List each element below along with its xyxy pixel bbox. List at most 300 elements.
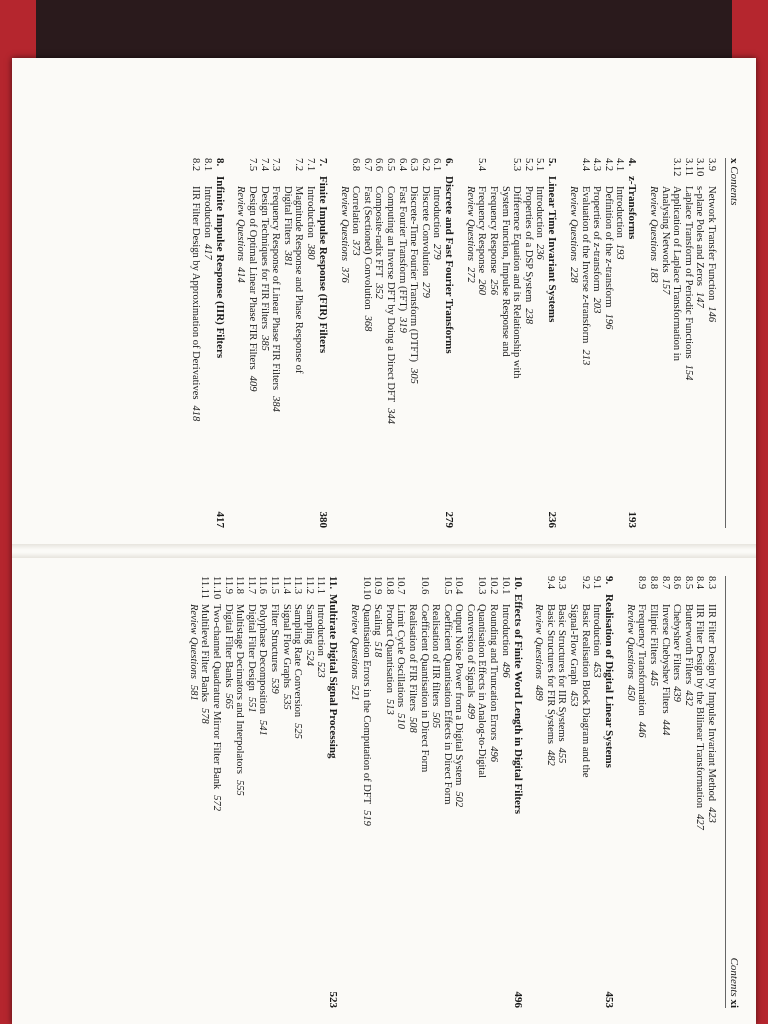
- chapter-page: 417: [213, 511, 226, 528]
- section-page: 445: [648, 670, 660, 687]
- chapter-page: 279: [443, 511, 456, 528]
- section-page: 524: [303, 650, 315, 667]
- section-page: 439: [671, 686, 683, 702]
- section-number: 6.7: [361, 158, 373, 172]
- section-page: 521: [348, 684, 360, 701]
- section-title: System Function, Impulse Response and: [499, 186, 511, 357]
- toc-entry: [190, 158, 202, 528]
- section-title: Multilevel Filter Banks: [199, 604, 211, 702]
- section-page: 417: [201, 243, 213, 260]
- section-number: 8.3: [706, 576, 717, 590]
- section-page: 551: [245, 696, 257, 713]
- section-number: [647, 158, 659, 186]
- section-title: Fast (Sectioned) Convolution: [361, 186, 373, 310]
- section-number: [430, 576, 442, 604]
- section-number: 7.1: [304, 158, 316, 172]
- toc-entry: [694, 158, 706, 528]
- section-page: 450: [624, 684, 636, 701]
- section-title: Evaluation of the Inverse z-transform: [579, 186, 591, 344]
- contents-page-xi: [12, 558, 756, 1024]
- section-page: 409: [247, 375, 258, 392]
- section-title: Polyphase Decomposition: [257, 604, 269, 714]
- section-title: Analysing Networks: [659, 186, 671, 273]
- chapter-page: 523: [327, 991, 340, 1008]
- section-number: 8.7: [659, 576, 671, 590]
- chapter-title: Effects of Finite Word Length in Digital Filters: [511, 594, 524, 815]
- section-title: IIR Filter Design by Impulse Invariant Method: [706, 604, 717, 802]
- section-number: 11.5: [269, 576, 280, 594]
- toc-entry: [614, 158, 626, 528]
- section-title: Butterworth Filters: [682, 604, 694, 685]
- section-title: Design of Optimal Linear Phase FIR Filters: [247, 186, 258, 370]
- section-title: Basic Realisation Block Diagram and the: [579, 604, 591, 778]
- section-page: 373: [350, 239, 362, 256]
- section-page: 523: [315, 661, 327, 678]
- section-title: Properties of z-transform: [591, 186, 603, 292]
- section-number: [338, 158, 350, 186]
- section-title: Introduction: [534, 186, 546, 238]
- section-number: 3.11: [682, 158, 694, 176]
- section-title: Filter Structures: [269, 604, 280, 672]
- section-number: 8.1: [201, 158, 213, 172]
- chapter-page: 453: [603, 991, 616, 1008]
- section-page: 499: [464, 703, 476, 720]
- review-questions-entry: [348, 576, 360, 1008]
- section-number: [187, 576, 199, 604]
- section-page: 319: [396, 317, 408, 333]
- section-number: 6.1: [431, 158, 443, 172]
- rotated-content-top: [100, 158, 740, 528]
- section-number: 11.2: [303, 576, 315, 594]
- section-title: Realisation of IIR filters: [430, 604, 442, 707]
- chapter-title: Infinite Impulse Response (IIR) Filters: [213, 176, 226, 359]
- section-title: Introduction: [431, 186, 443, 238]
- toc-entry: [257, 576, 269, 1008]
- toc-entry: [579, 576, 591, 1008]
- chapter-heading: [511, 576, 524, 1008]
- section-page: 508: [406, 717, 418, 733]
- section-title: Composite-radix FFT: [373, 186, 385, 278]
- review-questions-entry: [624, 576, 636, 1008]
- toc-entry: [671, 576, 683, 1008]
- chapter-heading: [316, 158, 329, 528]
- section-title: Sampling: [303, 604, 315, 645]
- toc-entry: [258, 158, 270, 528]
- section-number: 10.2: [488, 576, 500, 595]
- toc-entry: [281, 158, 293, 528]
- section-number: 11.8: [234, 576, 246, 594]
- section-number: 9.2: [579, 576, 591, 590]
- section-title: Introduction: [315, 604, 327, 656]
- section-page: 380: [304, 243, 316, 260]
- section-number: 10.4: [453, 576, 465, 595]
- section-number: 10.5: [441, 576, 453, 595]
- section-page: 453: [568, 690, 580, 707]
- toc-entry: [499, 158, 511, 528]
- toc-entry: [360, 576, 372, 1008]
- toc-entry: [268, 576, 280, 1008]
- review-questions-entry: [647, 158, 659, 528]
- section-title: Coefficient Quantisation Effects in Direct Form: [441, 604, 453, 805]
- section-title: Multistage Decimators and Interpolators: [234, 604, 246, 774]
- section-title: Basic Structures for FIR Systems: [544, 604, 556, 744]
- chapter-number: 10.: [511, 576, 524, 590]
- toc-entry: [602, 158, 614, 528]
- page-number-roman: x: [728, 158, 740, 164]
- chapter-heading: [213, 158, 226, 528]
- toc-entry: [245, 576, 257, 1008]
- section-page: 510: [395, 713, 407, 729]
- section-title: Review Questions: [187, 604, 199, 679]
- section-title: Elliptic Filters: [648, 604, 660, 665]
- toc-entry: [303, 576, 315, 1008]
- toc-entry: [210, 576, 222, 1008]
- toc-entry: [488, 576, 500, 1008]
- section-number: 11.4: [280, 576, 292, 594]
- section-title: Digital Filter Banks: [222, 604, 234, 688]
- section-number: 9.1: [591, 576, 603, 590]
- toc-entry: [659, 158, 671, 528]
- page-number-roman: xi: [728, 999, 740, 1008]
- chapter-title: Discrete and Fast Fourier Transforms: [443, 176, 456, 354]
- section-title: Two-channel Quadrature Mirror Filter Bank: [211, 604, 223, 790]
- section-page: 147: [694, 292, 706, 308]
- toc-entry: [292, 576, 304, 1008]
- toc-entry: [431, 158, 443, 528]
- section-page: 489: [533, 684, 545, 701]
- section-title: Inverse Chebyshev Filters: [659, 604, 671, 714]
- chapter-title: Linear Time Invariant Systems: [546, 176, 559, 323]
- section-number: 11.1: [315, 576, 327, 594]
- section-number: 9.4: [544, 576, 556, 590]
- section-title: IIR Filter Design by the Bilinear Transformation: [694, 604, 706, 809]
- section-title: Review Questions: [235, 186, 247, 261]
- section-number: [624, 576, 636, 604]
- section-title: Introduction: [201, 186, 213, 238]
- section-page: 496: [488, 746, 500, 762]
- section-title: Product Quantisation: [383, 604, 395, 693]
- chapter-heading: [602, 576, 615, 1008]
- toc-list: [190, 158, 717, 528]
- chapter-heading: [545, 158, 558, 528]
- toc-entry: [705, 576, 717, 1008]
- toc-entry: [544, 576, 556, 1008]
- section-number: 4.3: [591, 158, 603, 172]
- section-number: 10.1: [499, 576, 511, 595]
- section-title: Sampling Rate Conversion: [292, 604, 304, 718]
- section-number: 7.5: [247, 158, 258, 172]
- section-page: 183: [648, 266, 660, 283]
- section-title: Basic Structures for IIR Systems: [556, 604, 568, 742]
- section-title: Signal Flow Graphs: [280, 604, 292, 688]
- section-title: IIR Filter Design by Approximation of Derivatives: [190, 186, 202, 400]
- running-head: Contents: [728, 166, 740, 206]
- open-book: [12, 58, 756, 1024]
- section-number: 5.1: [534, 158, 546, 172]
- toc-entry: [591, 158, 603, 528]
- chapter-heading: [326, 576, 339, 1008]
- section-title: Chebyshev Filters: [671, 604, 683, 681]
- review-questions-entry: [464, 158, 476, 528]
- section-number: [567, 158, 579, 186]
- section-title: Introduction: [304, 186, 316, 238]
- section-title: Quantisation Errors in the Computation of DFT: [360, 604, 372, 805]
- section-number: [464, 158, 476, 186]
- section-title: Application of Laplace Transformation in: [671, 186, 683, 361]
- section-page: 427: [694, 814, 706, 830]
- section-number: 8.2: [190, 158, 202, 172]
- chapter-heading: [442, 158, 455, 528]
- section-number: [464, 576, 476, 604]
- chapter-number: 6.: [443, 158, 456, 167]
- section-page: 384: [270, 396, 282, 412]
- toc-entry: [430, 576, 442, 1008]
- section-number: [488, 158, 500, 186]
- chapter-number: 9.: [603, 576, 616, 585]
- section-title: Introduction: [591, 604, 603, 656]
- section-title: Rounding and Truncation Errors: [488, 604, 500, 741]
- review-questions-entry: [187, 576, 199, 1008]
- section-number: 11.9: [222, 576, 234, 594]
- section-title: Scaling: [372, 604, 384, 636]
- section-title: s-plane Poles and Zeros: [694, 186, 706, 287]
- page-header: [725, 158, 740, 528]
- section-number: 10.3: [476, 576, 488, 595]
- toc-entry: [476, 576, 488, 1008]
- section-title: Review Questions: [348, 604, 360, 679]
- toc-entry: [396, 158, 408, 528]
- section-page: 279: [431, 243, 443, 260]
- toc-entry: [222, 576, 234, 1008]
- toc-entry: [579, 158, 591, 528]
- chapter-number: 8.: [213, 158, 226, 167]
- section-page: 203: [591, 297, 603, 314]
- section-title: Coefficient Quantisation in Direct Form: [418, 604, 430, 773]
- section-title: Introduction: [499, 604, 511, 656]
- section-title: Quantisation Effects in Analog-to-Digital: [476, 604, 488, 778]
- section-number: 8.6: [671, 576, 683, 590]
- toc-entry: [591, 576, 603, 1008]
- section-title: Difference Equation and its Relationship with: [511, 186, 523, 379]
- section-page: 555: [234, 780, 246, 796]
- section-number: 10.6: [418, 576, 430, 595]
- toc-entry: [350, 158, 362, 528]
- section-number: 5.4: [476, 158, 488, 172]
- toc-entry: [464, 576, 476, 1008]
- toc-entry: [671, 158, 683, 528]
- section-title: Discrete Convolution: [419, 186, 431, 277]
- section-number: 10.7: [395, 576, 407, 595]
- section-number: 5.2: [522, 158, 534, 172]
- chapter-number: 7.: [316, 158, 329, 167]
- section-page: 578: [199, 708, 211, 724]
- section-page: 381: [281, 250, 293, 267]
- review-questions-entry: [533, 576, 545, 1008]
- section-page: 228: [568, 266, 580, 283]
- section-page: 502: [453, 791, 465, 808]
- toc-entry: [408, 158, 420, 528]
- section-title: Network Transfer Function: [706, 186, 717, 301]
- chapter-number: 11.: [327, 576, 340, 590]
- toc-entry: [418, 576, 430, 1008]
- section-page: 482: [544, 750, 556, 766]
- section-number: 4.2: [602, 158, 614, 172]
- section-title: Output Noise Power from a Digital System: [453, 604, 465, 786]
- section-number: 6.4: [396, 158, 408, 172]
- toc-entry: [694, 576, 706, 1008]
- section-page: 581: [187, 684, 199, 701]
- section-number: 10.10: [360, 576, 372, 600]
- section-page: 385: [258, 335, 270, 351]
- chapter-page: 236: [546, 511, 559, 528]
- section-title: Properties of a DSP System: [522, 186, 534, 303]
- section-page: 518: [372, 641, 384, 658]
- section-page: 453: [591, 661, 603, 678]
- section-page: 572: [211, 795, 223, 812]
- section-page: 418: [190, 405, 202, 422]
- toc-entry: [234, 576, 246, 1008]
- toc-entry: [511, 158, 523, 528]
- toc-entry: [315, 576, 327, 1008]
- section-title: Review Questions: [568, 186, 580, 261]
- running-head: Contents: [728, 957, 740, 997]
- section-title: Frequency Response: [488, 186, 500, 274]
- toc-entry: [419, 158, 431, 528]
- toc-entry: [499, 576, 511, 1008]
- section-page: 496: [499, 661, 511, 678]
- section-page: 236: [534, 243, 546, 260]
- toc-entry: [441, 576, 453, 1008]
- section-title: Signal-Flow Graph: [568, 604, 580, 685]
- section-page: 446: [636, 721, 648, 738]
- book-gutter: [12, 544, 756, 558]
- section-title: Frequency Transformation: [636, 604, 648, 716]
- section-number: 3.12: [671, 158, 683, 177]
- toc-entry: [201, 158, 213, 528]
- chapter-title: z-Transforms: [626, 176, 639, 240]
- section-title: Digital Filter Design: [245, 604, 257, 691]
- section-title: Digital Filters: [281, 186, 293, 245]
- section-number: 10.9: [372, 576, 384, 595]
- toc-entry: [488, 158, 500, 528]
- section-page: 154: [682, 364, 694, 381]
- section-page: 260: [476, 279, 488, 295]
- section-number: 3.9: [706, 158, 717, 172]
- section-number: 6.5: [384, 158, 396, 172]
- section-page: 352: [373, 283, 385, 300]
- section-title: Discrete-Time Fourier Transform (DTFT): [408, 186, 420, 363]
- section-title: Definition of the z-transform: [602, 186, 614, 308]
- chapter-number: 4.: [626, 158, 639, 167]
- toc-entry: [682, 158, 694, 528]
- chapter-number: 5.: [546, 158, 559, 167]
- contents-page-x: [12, 58, 756, 544]
- toc-entry: [567, 576, 579, 1008]
- section-title: Review Questions: [464, 186, 476, 261]
- section-page: 565: [222, 693, 234, 710]
- section-page: 423: [706, 807, 717, 823]
- toc-entry: [705, 158, 717, 528]
- section-title: Review Questions: [648, 186, 660, 261]
- toc-entry: [395, 576, 407, 1008]
- section-number: 8.4: [694, 576, 706, 590]
- toc-entry: [280, 576, 292, 1008]
- toc-entry: [534, 158, 546, 528]
- toc-entry: [384, 158, 396, 528]
- section-number: [533, 576, 545, 604]
- section-number: 8.9: [636, 576, 648, 590]
- section-page: 305: [408, 368, 420, 384]
- section-number: 6.2: [419, 158, 431, 172]
- section-number: 10.8: [383, 576, 395, 595]
- section-number: 7.4: [258, 158, 270, 172]
- section-page: 193: [614, 243, 626, 260]
- toc-entry: [476, 158, 488, 528]
- section-number: [659, 158, 671, 186]
- section-page: 444: [659, 719, 671, 736]
- chapter-page: 193: [626, 511, 639, 528]
- section-page: 432: [682, 690, 694, 706]
- section-title: Frequency Response: [476, 186, 488, 274]
- section-page: 344: [384, 408, 396, 424]
- review-questions-entry: [338, 158, 350, 528]
- chapter-heading: [625, 158, 638, 528]
- toc-entry: [361, 158, 373, 528]
- section-title: Design Techniques for FIR Filters: [258, 186, 270, 330]
- section-title: Introduction: [614, 186, 626, 238]
- section-number: [567, 576, 579, 604]
- section-number: 6.6: [373, 158, 385, 172]
- section-number: 9.3: [556, 576, 568, 590]
- section-title: Conversion of Signals: [464, 604, 476, 698]
- section-page: 279: [419, 282, 431, 298]
- section-page: 157: [659, 278, 671, 295]
- toc-entry: [199, 576, 211, 1008]
- section-title: Laplace Transform of Periodic Functions: [682, 186, 694, 359]
- section-page: 505: [430, 712, 442, 729]
- section-page: 525: [292, 723, 304, 739]
- rotated-content-bottom: [100, 576, 740, 1008]
- section-title: Frequency Response of Linear Phase FIR Filters: [270, 186, 282, 391]
- section-number: 11.7: [245, 576, 257, 594]
- section-page: 541: [257, 719, 269, 736]
- toc-entry: [647, 576, 659, 1008]
- page-header: [725, 576, 740, 1008]
- section-number: 4.1: [614, 158, 626, 172]
- section-title: Review Questions: [533, 604, 545, 679]
- section-number: 11.3: [292, 576, 304, 594]
- section-title: Correlation: [350, 186, 362, 234]
- toc-entry: [682, 576, 694, 1008]
- section-page: 368: [361, 315, 373, 332]
- section-number: 3.10: [694, 158, 706, 177]
- section-number: [235, 158, 247, 186]
- toc-entry: [270, 158, 282, 528]
- section-title: Magnitude Response and Phase Response of: [293, 186, 305, 374]
- section-title: Review Questions: [624, 604, 636, 679]
- chapter-title: Multirate Digital Signal Processing: [327, 594, 340, 759]
- section-number: 11.6: [257, 576, 269, 594]
- section-page: 376: [338, 266, 350, 283]
- toc-entry: [453, 576, 465, 1008]
- toc-entry: [636, 576, 648, 1008]
- section-number: [406, 576, 418, 604]
- section-page: 513: [383, 698, 395, 715]
- section-title: Realisation of FIR Filters: [406, 604, 418, 712]
- section-number: 4.4: [579, 158, 591, 172]
- section-page: 213: [579, 349, 591, 366]
- toc-entry: [293, 158, 305, 528]
